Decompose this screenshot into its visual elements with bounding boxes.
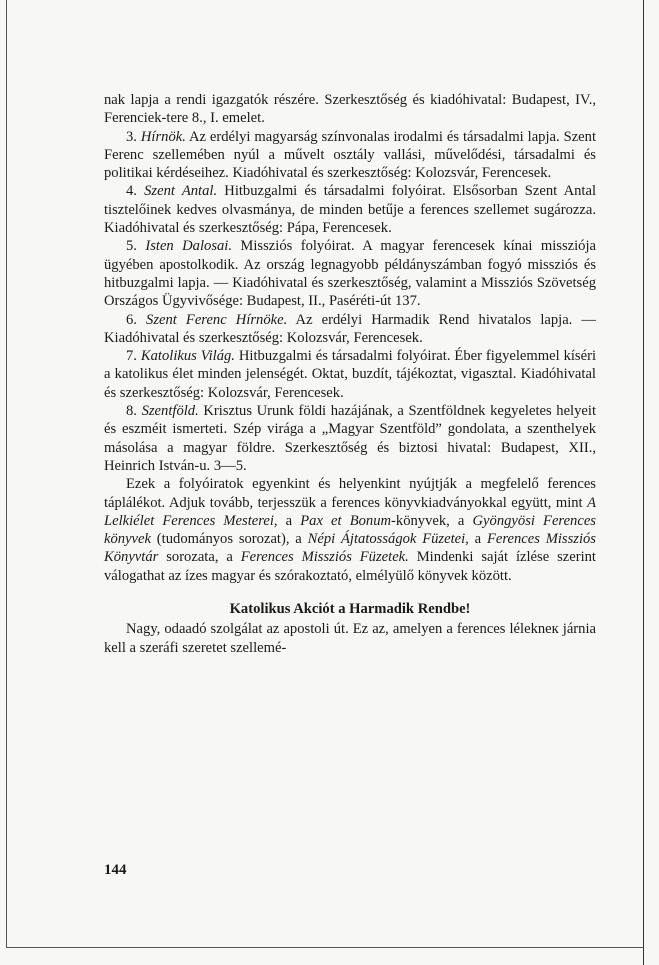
paragraph-szentfold [104, 402, 596, 475]
text-run: sorozata, a [158, 549, 241, 566]
paragraph-szent-antal [104, 182, 596, 237]
text-run: Hitbuzgalmi és társadalmi folyóirat. Éber figyelemmel kíséri a katolikus élet minden jelenségét. Oktat, buzdít, tájékoztat, vigasztal. Kiadóhivatal és szerkesztőség: Kolozsvár, Ferencesek. [104, 348, 597, 401]
italic-title: Isten Dalosai. [145, 238, 232, 255]
text-run: 8. [126, 403, 142, 420]
italic-title: Szent Ferenc Hírnöke. [146, 311, 288, 328]
text-run: a [277, 512, 301, 529]
text-run: nak lapja a rendi igazgatók részére. Szerkesztőség és kiadóhivatal: Budapest, IV., Ferenciek-tere 8., I. emelet. [104, 92, 596, 127]
text-run: Ezek a folyóiratok egyenkint és helyenkint nyújtják a megfelelő ferences táplálékot. Adjuk tovább, terjesszük a ferences könyvkiadványokkal együtt, mint [104, 476, 596, 511]
italic-title: Pax et Bonum [300, 512, 392, 529]
italic-title: Ferences Missziós Füzetek. [240, 549, 409, 566]
section-heading: Katolikus Akciót a Harmadik Rendbe! [229, 601, 471, 618]
text-run: Nagy, odaadó szolgálat az apostoli út. Ez az, amelyen a ferences lélekneк járnia kell a szeráfi szeretet szellemé- [104, 621, 596, 656]
text-run: 5. [126, 238, 146, 255]
paragraph-isten-dalosai [104, 237, 596, 310]
paragraph-closing [104, 620, 596, 657]
frame-bottom-rule [6, 947, 644, 948]
page-number: 144 [104, 862, 127, 878]
italic-title: Hírnök. [140, 128, 186, 145]
text-run: 4. [126, 183, 145, 200]
text-run: 6. [126, 311, 147, 328]
text-run: Krisztus Urunk földi hazájának, a Szentföldnek kegyeletes helyeit és eszméit ismerteti. Szép virága a „Magyar Szentföld” gondolata, a szenthelyek másolása a magyar földre. Szerkesztőség és biztosi hivatal: Budapest, XII., Heinrich István-u. 3—5. [104, 403, 596, 474]
paragraph-continuation [104, 91, 596, 128]
italic-title: Ferences Missziós Könyvtár [104, 531, 596, 566]
italic-title: A Lelkiélet Ferences Mesterei, [104, 494, 596, 529]
text-run: -könyvek, a [391, 512, 473, 529]
paragraph-summary [104, 475, 596, 585]
text-run: Missziós folyóirat. A magyar ferencesek kínai missziója ügyében apostolkodik. Az ország legnagyobb példányszámban fogyó missziós és hitbuzgalmi lapja. — Kiadóhivatal és szerkesztőség, valamint a Missziós Szövetség Országos Ügyvivősége: Budapest, II., Paséréti-út 137. [104, 238, 596, 310]
text-run: Hitbuzgalmi és társadalmi folyóirat. Elsősorban Szent Antal tisztelőinek kedves olvasmánya, de minden betűje a ferences szellemet sugározza. Kiadóhivatal és szerkesztőség: Pápa, Ferencesek. [104, 183, 596, 237]
paragraph-katolikus-vilag [104, 347, 596, 402]
page-body [104, 91, 596, 657]
frame-left-rule [6, 0, 7, 948]
paragraph-szent-ferenc-hirnoke [104, 311, 596, 348]
paragraph-hirnok [104, 128, 596, 183]
frame-right-rule [643, 0, 644, 965]
text-run: a [468, 531, 487, 548]
text-run: 3. [126, 128, 141, 145]
italic-title: Szent Antal. [144, 183, 218, 200]
text-run: (tudományos sorozat), a [150, 531, 308, 548]
italic-title: Gyöngyösi Ferences könyvek [104, 512, 596, 548]
text-run: 7. [126, 348, 141, 365]
italic-title: Katolikus Világ. [140, 348, 235, 365]
text-run: Mindenki saját ízlése szerint válogathat az ízes magyar és szórakoztató, elmélyülő könyvek között. [104, 549, 596, 584]
text-run: Az erdélyi Harmadik Rend hivatalos lapja. — Kiadóhivatal és szerkesztőség: Kolozsvár, Ferencesek. [104, 311, 596, 346]
italic-title: Népi Ájtatosságok Füzetei, [307, 531, 469, 548]
italic-title: Szentföld. [141, 403, 199, 420]
text-run: Az erdélyi magyarság színvonalas irodalmi és társadalmi lapja. Szent Ferenc szellemében nyúl a művelt osztály vallási, művelődési, társadalmi és politikai kérdéseihez. Kiadóhivatal és szerkesztőség: Kolozsvár, Ferencesek. [104, 128, 597, 182]
